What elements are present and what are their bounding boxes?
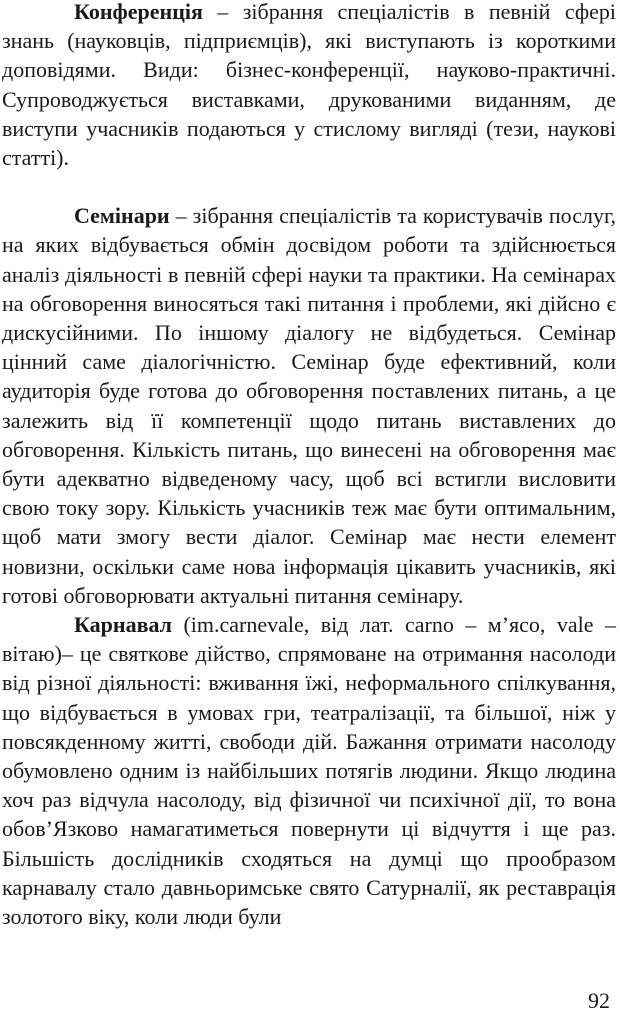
paragraph-seminars — [2, 201, 616, 610]
paragraph-conference — [2, 0, 616, 172]
term-seminars: Семінари — [74, 203, 170, 229]
definition-conference: – зібрання спеціалістів в певній сфері знань (науковців, підприємців), які виступають із короткими доповідями. Види: бізнес-конференції, науково-практичні. Супроводжується виставками, друкованими виданням, де виступи учасників подаються у стислому вигляді (тези, наукові статті). — [2, 0, 616, 171]
term-carnival: Карнавал — [74, 612, 172, 638]
term-conference: Конференція — [74, 0, 203, 24]
definition-seminars: – зібрання спеціалістів та користувачів послуг, на яких відбувається обмін досвідом роботи та здійснюється аналіз діяльності в певній сфері науки та практики. На семінарах на обговорення виносяться такі питання і проблеми, які дійсно є дискусійними. По іншому діалогу не відбудеться. Семінар цінний саме діалогічністю. Семінар буде ефективний, коли аудиторія буде готова до обговорення поставлених питань, а це залежить від її компетенції щодо питань виставлених до обговорення. Кількість питань, що винесені на обговорення має бути адекватно відведеному часу, щоб всі встигли висловити свою току зору. Кількість учасників теж має бути оптимальним, щоб мати змогу вести діалог. Семінар має нести елемент новизни, оскільки саме нова інформація цікавить учасників, які готові обговорювати актуальні питання семінару. — [2, 203, 616, 608]
paragraph-carnival — [2, 610, 616, 931]
definition-carnival: (im.carnevale, від лат. carno – м’ясо, vale – вітаю)– це святкове дійство, спрямоване на отримання насолоди від різної діяльності: вживання їжі, неформального спілкування, що відбувається в умовах гри, театралізації, та більшої, ніж у повсякденному житті, свободи дій. Бажання отримати насолоду обумовлено одним із найбільших потягів людини. Якщо людина хоч раз відчула насолоду, від фізичної чи психічної дії, то вона обов’Язково намагатиметься повернути ці відчуття і ще раз. Більшість дослідників сходяться на думці що прообразом карнавалу стало давньоримське свято Сатурналії, як реставрація золотого віку, коли люди були — [2, 612, 616, 930]
page-number: 92 — [588, 988, 610, 1013]
